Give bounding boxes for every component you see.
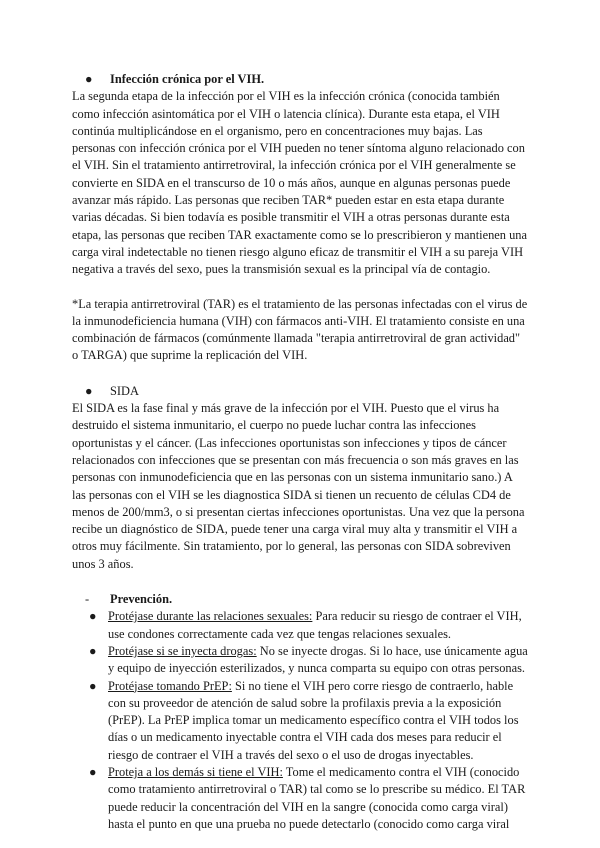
bullet-icon: ● <box>89 609 97 624</box>
prevention-heading-item <box>72 591 528 608</box>
prevention-heading: Prevención. <box>110 592 173 607</box>
bullet-icon: ● <box>89 764 97 779</box>
chronic-heading: Infección crónica por el VIH. <box>110 72 265 86</box>
prevention-item-label: Protéjase tomando PrEP: <box>108 678 232 693</box>
dash-bullet-icon: - <box>85 592 90 607</box>
chronic-heading-item <box>72 71 528 88</box>
prevention-item-text: Tome el medicamento contra el VIH (conocido como tratamiento antirretroviral o TAR) tal como se lo prescribe su médico. El TAR puede reducir la concentración del VIH en la sangre (conocida como carga viral) hasta el punto en que una prueba no puede detectarlo (conocido como carga viral <box>108 764 526 831</box>
prevention-item-text: Para reducir su riesgo de contraer el VIH, use condones correctamente cada vez que tengas relaciones sexuales. <box>108 609 522 641</box>
prevention-item-text: No se inyecte drogas. Si lo hace, use únicamente agua y equipo de inyección esterilizados, y nunca comparta su equipo con otras personas. <box>108 643 528 676</box>
prevention-item-drugs <box>72 643 528 678</box>
prevention-item-label: Protéjase si se inyecta drogas: <box>108 643 257 658</box>
prevention-item-text: Si no tiene el VIH pero corre riesgo de contraerlo, hable con su proveedor de atención de salud sobre la profilaxis previa a la exposición (PrEP). La PrEP implica tomar un medicamento específico contra el VIH todos los días o un medicamento inyectable contra el VIH cada dos meses para reducir el riesgo de contraer el VIH a través del sexo o el uso de drogas inyectables. <box>108 678 519 762</box>
document-body <box>72 71 528 833</box>
bullet-icon: ● <box>85 72 93 86</box>
bullet-icon: ● <box>85 383 93 398</box>
tar-footnote: *La terapia antirretroviral (TAR) es el tratamiento de las personas infectadas con el virus de la inmunodeficiencia humana (VIH) con fármacos anti-VIH. El tratamiento consiste en una combinación de fármacos (comúnmente llamada "terapia antirretroviral de gran actividad" o TARGA) que suprime la replicación del VIH. <box>72 296 528 363</box>
sida-heading-item <box>72 383 528 400</box>
sida-paragraph: El SIDA es la fase final y más grave de la infección por el VIH. Puesto que el virus ha destruido el sistema inmunitario, el cuerpo no puede luchar contra las infecciones oportunistas y el cáncer. (Las infecciones oportunistas son infecciones y tipos de cáncer relacionados con infecciones que se presentan con más frecuencia o son más graves en las personas con inmunodeficiencia que en las personas con un sistema inmunitario sano.) A las personas con el VIH se les diagnostica SIDA si tienen un recuento de células CD4 de menos de 200/mm3, o si presentan ciertas infecciones oportunistas. Una vez que la persona recibe un diagnóstico de SIDA, puede tener una carga viral muy alta y transmitir el VIH a otros muy fácilmente. Sin tratamiento, por lo general, las personas con SIDA sobreviven unos 3 años. <box>72 401 525 571</box>
prevention-list <box>72 608 528 833</box>
sida-heading: SIDA <box>110 383 139 398</box>
prevention-item-label: Proteja a los demás si tiene el VIH: <box>108 764 283 779</box>
chronic-paragraph: La segunda etapa de la infección por el VIH es la infección crónica (conocida también como infección asintomática por el VIH o latencia clínica). Durante esta etapa, el VIH continúa multiplicándose en el organismo, pero en concentraciones muy bajas. Las personas con infección crónica por el VIH pueden no tener síntoma alguno relacionado con el VIH. Sin el tratamiento antirretroviral, la infección crónica por el VIH generalmente se convierte en SIDA en el transcurso de 10 o más años, aunque en algunas personas puede avanzar más rápido. Las personas que reciben TAR* pueden estar en esta etapa durante varias décadas. Si bien todavía es posible transmitir el VIH a otras personas durante esta etapa, las personas que reciben TAR exactamente como se lo prescribieron y mantienen una carga viral indetectable no tienen riesgo alguno eficaz de transmitir el VIH a su pareja VIH negativa a través del sexo, pues la transmisión sexual es la principal vía de contagio. <box>72 89 527 277</box>
prevention-item-others <box>72 764 528 833</box>
prevention-item-sex <box>72 608 528 643</box>
bullet-icon: ● <box>89 643 97 658</box>
prevention-item-prep <box>72 678 528 764</box>
prevention-item-label: Protéjase durante las relaciones sexuales: <box>108 609 313 624</box>
bullet-icon: ● <box>89 678 97 693</box>
